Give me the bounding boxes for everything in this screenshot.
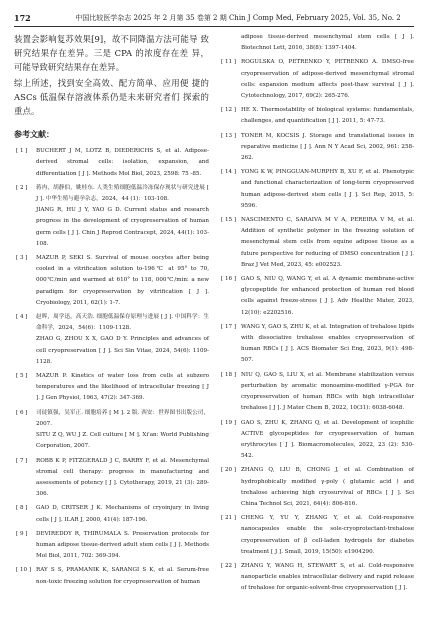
header-divider: [14, 26, 414, 27]
reference-number: [ 19 ]: [221, 419, 237, 426]
text-line: 综上所述，找到安全高效、配方简单、应用便: [14, 77, 189, 88]
references-heading: 参考文献：: [14, 130, 54, 140]
text-line: 装置会影响复苏效果[9]，故不同降温方法可能导: [14, 34, 198, 44]
reference-entry: [219, 215, 414, 271]
reference-continuation: adipose tissue-derived mesenchymal stem cells [ J ]. Biotechnol Lett, 2016, 38(8): 1397-1404.: [241, 34, 414, 52]
running-header: 中国比较医学杂志 2025 年 2 月第 35 卷第 2 期 Chin J Comp Med, February 2025, Vol. 35, No. 2: [75, 14, 401, 22]
reference-entry: [219, 322, 414, 367]
reference-text: ZHANG Q, LIU B, CHONG J, et al. Combination of hydrophobically modified γ-poly ( glutamic acid ) and trehalose achieving high cryosurvival of RBCs [ J ]. Sci China Technol Sci, 2021, 64(4): 806-816.: [241, 467, 414, 507]
reference-entry: [14, 408, 209, 453]
text-line: 探索的重点。: [14, 91, 209, 117]
reference-text: TONER M, KOCSIS J. Storage and translational issues in reparative medicine [ J ]. Ann N Y Acad Sci, 2002, 961: 258-262.: [241, 132, 414, 162]
reference-entry: [219, 105, 414, 127]
reference-number: [ 6 ]: [16, 409, 28, 416]
reference-entry: [219, 465, 414, 510]
right-column: [219, 32, 414, 598]
reference-entry: [14, 253, 209, 309]
reference-text: 赵晖，周学迅，高天浩. 细胞低温保存原理与进展 [ J ]. 中国科学：生命科学，2024，54(6)：1109-1128.: [36, 314, 209, 332]
reference-number: [ 3 ]: [16, 255, 28, 262]
reference-text: 司徒镇强，吴军正. 细胞培养 [ M ]. 2 版. 西安：世界图书出版公司，2007.: [36, 409, 209, 427]
reference-number: [ 14 ]: [221, 169, 237, 176]
reference-entry: [14, 371, 209, 405]
reference-text: CHENG Y, YU Y, ZHANG Y, et al. Cold-responsive nanocapsules enable the sole-cryoprotectant-trehalose cryopreservation of β cell-laden hydrogels for diabetes treatment [ J ]. Small, 2019, 15(50): e1904290.: [241, 515, 414, 555]
reference-text: MAZUR P. Kinetics of water loss from cells at subzero temperatures and the likelihood of intracellular freezing [ J ]. J Gen Physiol, 1963, 47(2): 347-369.: [36, 373, 209, 402]
reference-text: 蒋冉，胡静伯，姚桂东. 人类生殖细胞低温冷冻保存现状与研究进展 [ J ]. 中华生殖与避孕杂志，2024，44 (1)：103-108.: [36, 184, 209, 203]
reference-number: [ 9 ]: [16, 530, 28, 537]
text-line: 异，可能导致研究结果存在差异。: [14, 48, 209, 73]
reference-entry: [219, 561, 414, 595]
text-line: 捷的 ASCs 低温保存溶液体系仍是未来研究者们: [14, 77, 210, 102]
reference-text: GAO D, CRITSER J K. Mechanisms of cryoinjury in living cells [ J ]. ILAR J, 2000, 41(4): 187-196.: [36, 505, 209, 523]
reference-text: NASCIMENTO C, SARAIVA M V A, PEREIRA V M, et al. Addition of synthetic polymer in the freezing solution of mesenchymal stem cells from equine adipose tissue as a future perspective for reducing of DMSO concentration [ J ]. Braz J Vet Med, 2023, 45: e002523.: [241, 217, 414, 268]
reference-number: [ 1 ]: [16, 148, 28, 155]
reference-number: [ 17 ]: [221, 323, 237, 330]
reference-number: [ 10 ]: [16, 567, 32, 574]
reference-text: GAO S, ZHU K, ZHANG Q, et al. Development of icephilic ACTIVE glycopeptides for cryopreservation of human erythrocytes [ J ]. Biomacromolecules, 2022, 23 (2): 530-542.: [241, 419, 414, 460]
reference-text: BUCHERT J M, LOTZ B, DIEDERICHS S, et al. Adipose-derived stromal cells: isolation, expansion, and differentiation [ J ]. Methods Mol Biol, 2023, 2598: 75 -85.: [36, 148, 209, 177]
reference-number: [ 22 ]: [221, 562, 237, 569]
reference-number: [ 20 ]: [221, 467, 237, 474]
reference-text: MAZUR P, SEKI S. Survival of mouse oocytes after being cooled in a vitrification solution to-196℃ at 95° to 70, 000℃/min and warmed at 610° to 118, 000℃/min: a new paradigm for cryopreservation by vitrification [ J ]. Cryobiology, 2011, 62(1): 1-7.: [36, 255, 209, 306]
reference-text: ZHANG Y, WANG H, STEWART S, et al. Cold-responsive nanoparticle enables intracellular delivery and rapid release of trehalose for organic-solvent-free cryopreservation [ J ].: [241, 562, 414, 592]
left-column: [14, 32, 209, 591]
reference-entry: [14, 183, 209, 250]
reference-text-translation: JIANG R, HU J Y, YAO G D. Current status and research progress in the development of cryopreservation of human germ cells [ J ]. Chin J Reprod Contracept, 2024, 44(1): 103-108.: [36, 207, 209, 247]
reference-entry: [219, 131, 414, 165]
reference-entry: [14, 503, 209, 525]
reference-entry: [219, 167, 414, 212]
body-paragraph-1: [14, 32, 209, 75]
reference-number: [ 2 ]: [16, 184, 28, 191]
reference-entry: [219, 513, 414, 558]
reference-number: [ 13 ]: [221, 132, 237, 139]
reference-entry: [14, 529, 209, 563]
reference-text: NIU Q, GAO S, LIU X, et al. Membrane stabilization versus perturbation by aromatic monoamine-modified γ-PGA for cryopreservation of human RBCs with high intracellular trehalose [ J ]. J Mater Chem B, 2022, 10(31): 6038-6048.: [241, 371, 414, 412]
reference-number: [ 8 ]: [16, 505, 28, 512]
reference-entry: [14, 456, 209, 501]
reference-number: [ 18 ]: [221, 371, 237, 378]
reference-text: RAY S S, PRAMANIK K, SARANGI S K, et al. Serum-free non-toxic freezing solution for cryopreservation of human: [36, 567, 209, 585]
text-line: 致研究结果存在差异。三是 CPA 的浓度存在差: [14, 34, 209, 59]
reference-text: YONG K W, PINGGUAN-MURPHY B, XU F, et al. Phenotypic and functional characterization of long-term cryopreserved human adipose-derived stem cells [ J ]. Sci Rep, 2015, 5: 9596.: [241, 169, 414, 209]
reference-entry: [14, 146, 209, 180]
reference-text-translation: ZHAO G, ZHOU X X, GAO D Y. Principles and advances of cell cryopreservation [ J ]. Sci Sin Vitae, 2024, 54(6): 1109-1128.: [36, 336, 209, 365]
reference-entry: [219, 57, 414, 102]
reference-text: GAO S, NIU Q, WANG Y, et al. A dynamic membrane-active glycopeptide for enhanced protection of human red blood cells against freeze-stress [ J ]. Adv Healthc Mater, 2023, 12(10): e2202516.: [241, 276, 414, 316]
reference-entry: [219, 370, 414, 415]
reference-number: [ 11 ]: [221, 59, 237, 66]
reference-entry: [219, 418, 414, 463]
reference-entry: [14, 565, 209, 587]
reference-text: WANG Y, GAO S, ZHU K, et al. Integration of trehalose lipids with dissociative trehalose enables cryopreservation of human RBCs [ J ]. ACS Biomater Sci Eng, 2023, 9(1): 498-507.: [241, 323, 414, 364]
reference-text: HE X. Thermostability of biological systems: fundamentals, challenges, and quantification [ J ]. 2011, 5: 47-73.: [241, 107, 414, 125]
page-number: 172: [14, 13, 31, 23]
reference-number: [ 16 ]: [221, 276, 237, 283]
reference-number: [ 12 ]: [221, 107, 237, 114]
reference-number: [ 7 ]: [16, 457, 28, 464]
reference-entry: [14, 312, 209, 368]
reference-number: [ 15 ]: [221, 217, 237, 224]
body-paragraph-2: [14, 76, 209, 119]
reference-text: ROBB K P, FITZGERALD J C, BARRY F, et al. Mesenchymal stromal cell therapy: progress in manufacturing and assessments of potency [ J ]. Cytotherapy, 2019, 21 (3): 289-306.: [36, 457, 209, 498]
reference-number: [ 21 ]: [221, 515, 237, 522]
reference-text: DEVIREDDY R, THIRUMALA S. Preservation protocols for human adipose tissue-derived adult stem cells [ J ]. Methods Mol Biol, 2011, 702: 369-394.: [36, 530, 209, 560]
reference-entry: [219, 274, 414, 319]
reference-number: [ 5 ]: [16, 373, 28, 380]
reference-number: [ 4 ]: [16, 314, 28, 321]
reference-text-translation: SITU Z Q, WU J Z. Cell culture [ M ]. Xi'an: World Publishing Corporation, 2007.: [36, 432, 209, 450]
reference-text: ROGULSKA O, PETRENKO Y, PETRENKO A. DMSO-free cryopreservation of adipose-derived mesenchymal stromal cells: expansion medium affects post-thaw survival [ J ]. Cytotechnology, 2017, 69(2): 265-276.: [241, 59, 414, 100]
